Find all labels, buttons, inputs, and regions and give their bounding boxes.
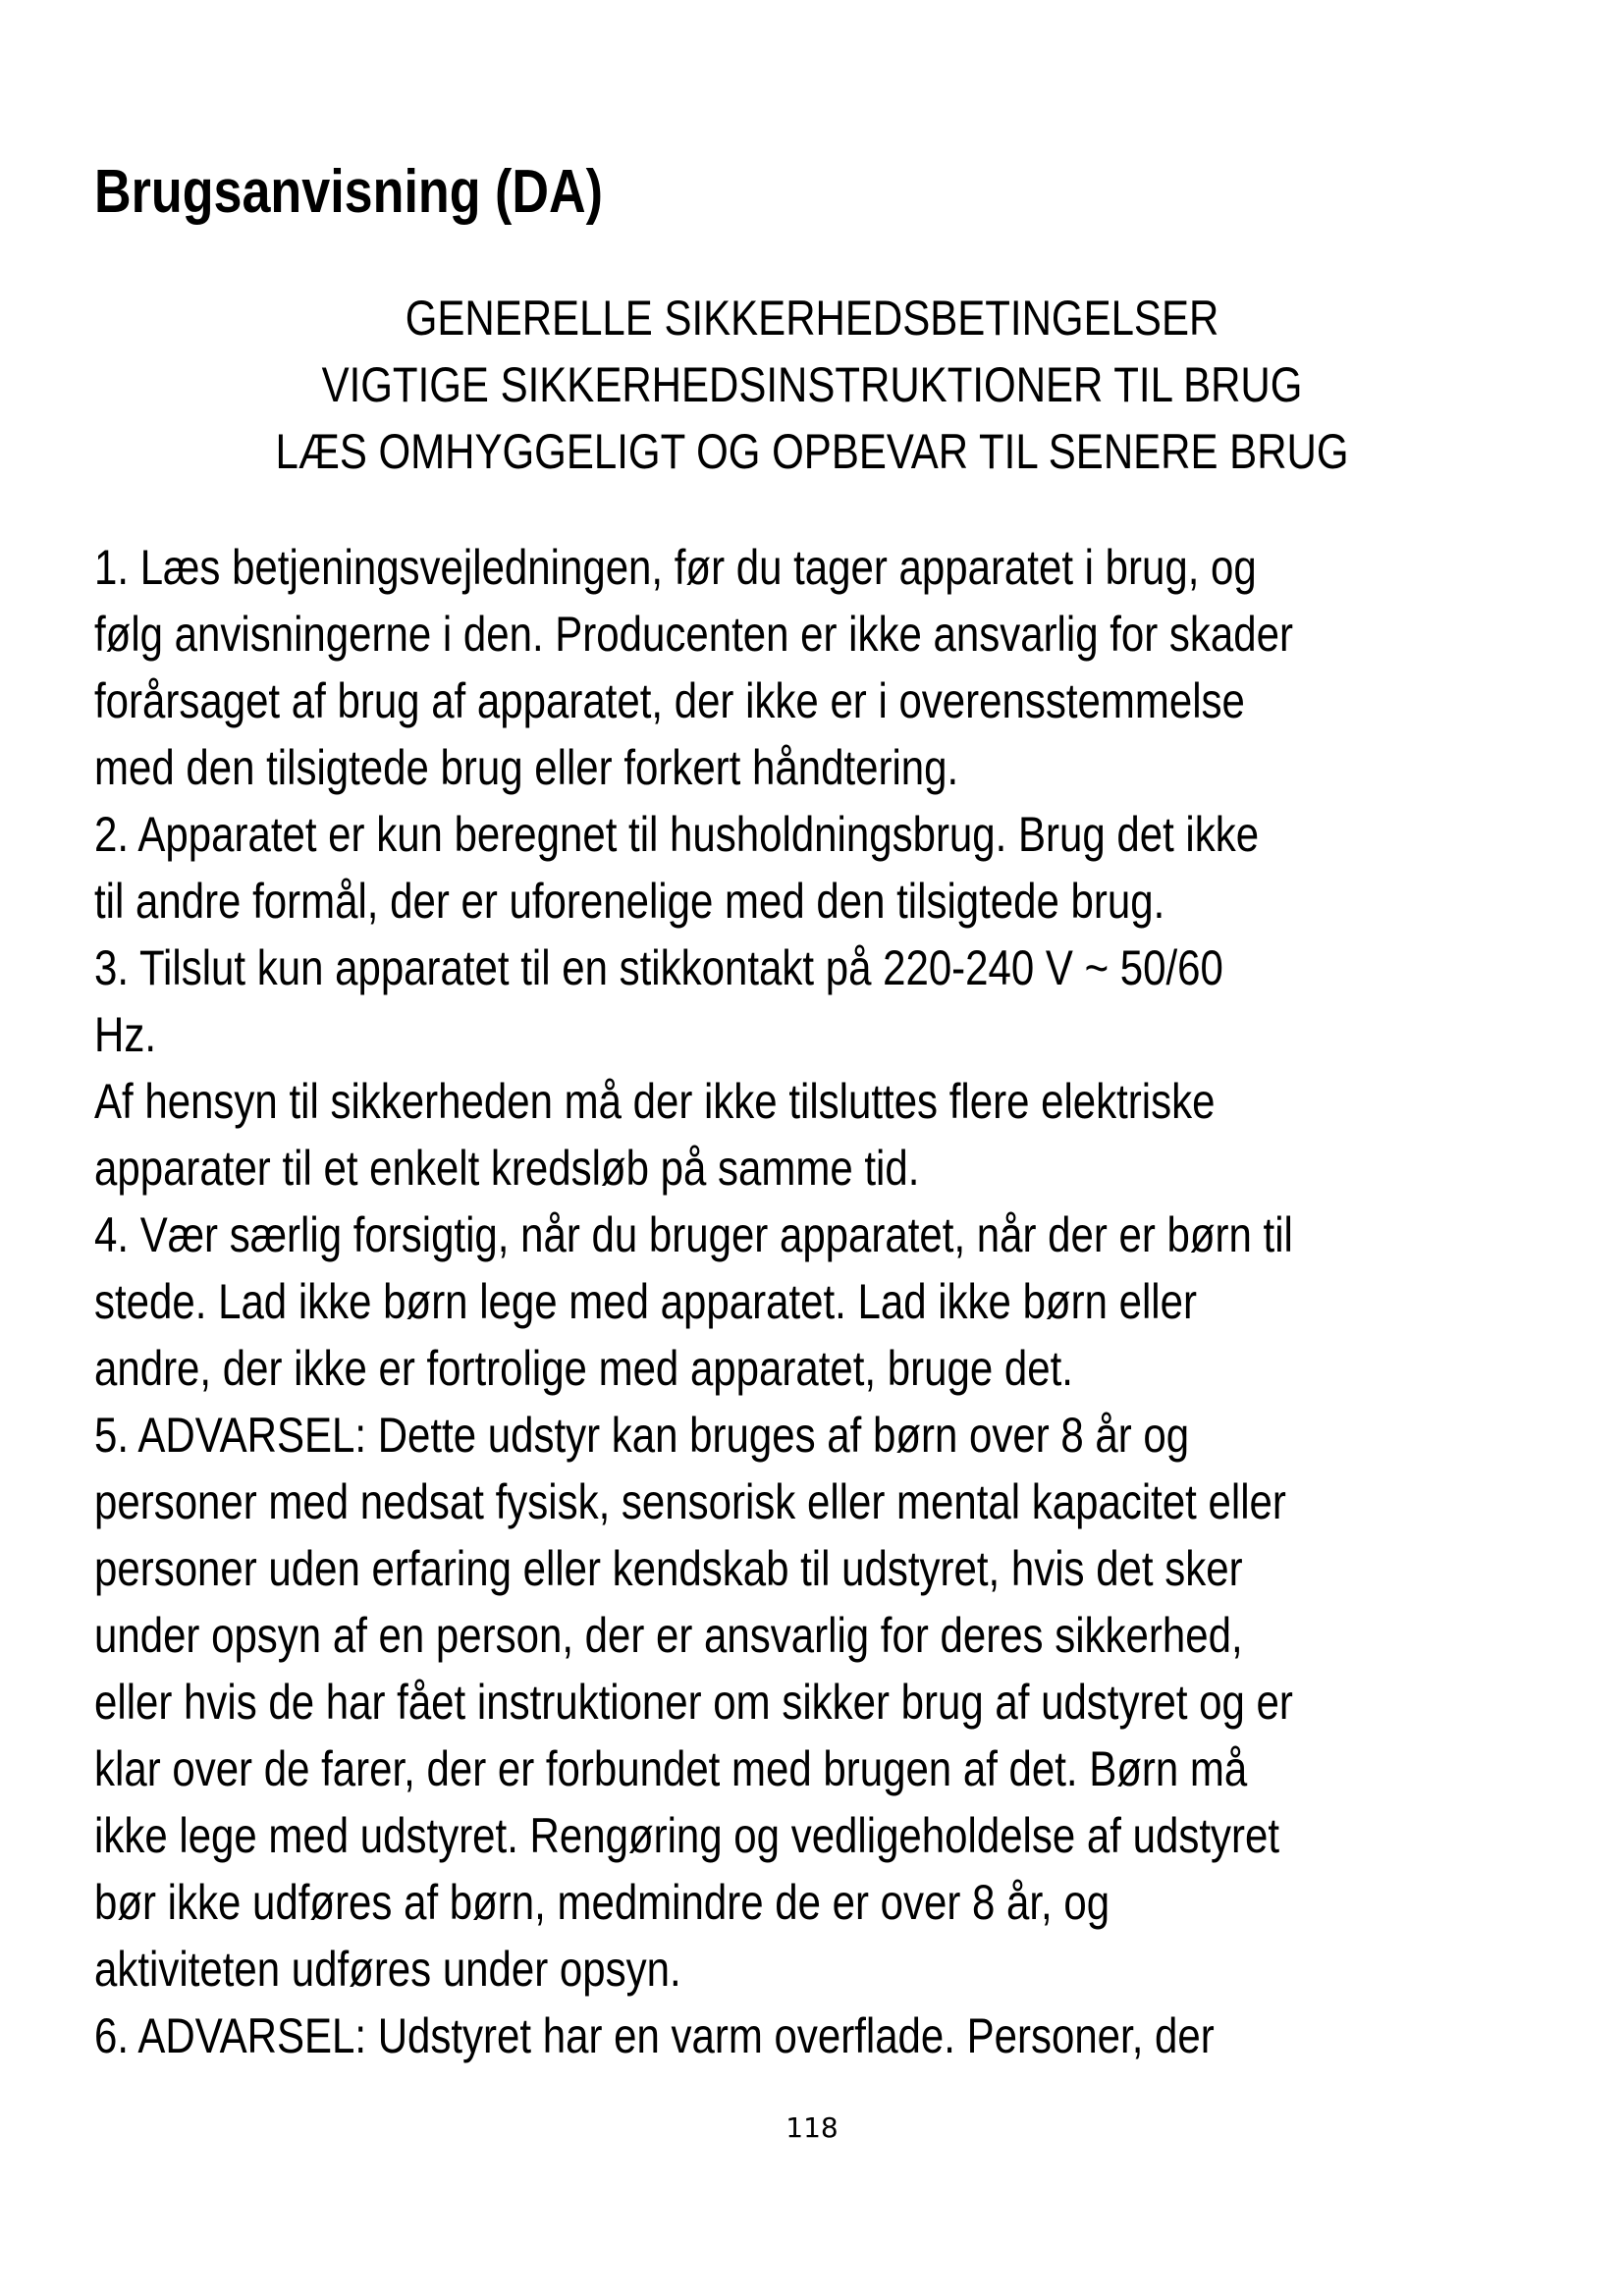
body-line: med den tilsigtede brug eller forkert håndtering.: [94, 740, 959, 795]
body-line: personer med nedsat fysisk, sensorisk eller mental kapacitet eller: [94, 1474, 1286, 1529]
heading-general-safety: GENERELLE SIKKERHEDSBETINGELSER: [405, 291, 1219, 346]
page-number: 118: [785, 2111, 839, 2144]
body-line: Af hensyn til sikkerheden må der ikke tilsluttes flere elektriske: [94, 1074, 1216, 1129]
body-line: stede. Lad ikke børn lege med apparatet. Lad ikke børn eller: [94, 1274, 1197, 1329]
body-line: 6. ADVARSEL: Udstyret har en varm overflade. Personer, der: [94, 2008, 1215, 2063]
body-line: ikke lege med udstyret. Rengøring og vedligeholdelse af udstyret: [94, 1808, 1280, 1863]
body-line: klar over de farer, der er forbundet med brugen af det. Børn må: [94, 1741, 1248, 1796]
body-line: Hz.: [94, 1007, 156, 1062]
body-line: følg anvisningerne i den. Producenten er ikke ansvarlig for skader: [94, 607, 1294, 662]
body-line: forårsaget af brug af apparatet, der ikke er i overensstemmelse: [94, 673, 1245, 728]
page-title: Brugsanvisning (DA): [94, 158, 603, 226]
body-line: eller hvis de har fået instruktioner om sikker brug af udstyret og er: [94, 1675, 1293, 1730]
body-line: bør ikke udføres af børn, medmindre de er over 8 år, og: [94, 1875, 1110, 1930]
body-line: aktiviteten udføres under opsyn.: [94, 1942, 681, 1997]
body-line: andre, der ikke er fortrolige med apparatet, bruge det.: [94, 1341, 1073, 1396]
body-line: personer uden erfaring eller kendskab til udstyret, hvis det sker: [94, 1541, 1243, 1596]
body-line: 2. Apparatet er kun beregnet til husholdningsbrug. Brug det ikke: [94, 807, 1260, 862]
body-line: 5. ADVARSEL: Dette udstyr kan bruges af børn over 8 år og: [94, 1408, 1190, 1463]
body-line: 4. Vær særlig forsigtig, når du bruger apparatet, når der er børn til: [94, 1207, 1293, 1262]
body-line: apparater til et enkelt kredsløb på samme tid.: [94, 1141, 920, 1196]
body-line: 3. Tilslut kun apparatet til en stikkontakt på 220-240 V ~ 50/60: [94, 940, 1223, 995]
heading-important-instructions: VIGTIGE SIKKERHEDSINSTRUKTIONER TIL BRUG: [321, 357, 1303, 412]
heading-read-carefully: LÆS OMHYGGELIGT OG OPBEVAR TIL SENERE BRUG: [275, 424, 1349, 479]
body-line: til andre formål, der er uforenelige med den tilsigtede brug.: [94, 874, 1165, 929]
body-line: 1. Læs betjeningsvejledningen, før du tager apparatet i brug, og: [94, 540, 1257, 595]
safety-headings: [0, 285, 1624, 485]
body-line: under opsyn af en person, der er ansvarlig for deres sikkerhed,: [94, 1608, 1243, 1663]
